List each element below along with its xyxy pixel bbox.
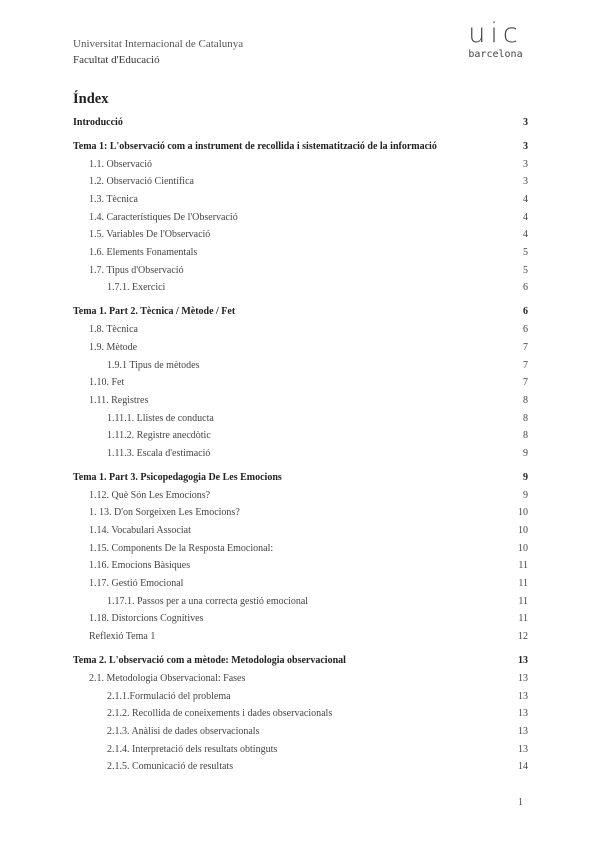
toc-entry[interactable]	[73, 723, 528, 741]
toc-entry-page: 11	[518, 595, 528, 607]
toc-entry[interactable]	[73, 209, 528, 227]
toc-entry[interactable]	[73, 705, 528, 723]
toc-entry[interactable]	[73, 173, 528, 191]
toc-entry[interactable]	[73, 688, 528, 706]
toc-entry-page: 12	[518, 631, 528, 643]
toc-entry[interactable]	[73, 741, 528, 759]
toc-entry[interactable]	[73, 374, 528, 392]
toc-entry[interactable]	[73, 575, 528, 593]
toc-entry-page: 11	[518, 613, 528, 625]
toc-entry-label: 1.8. Tècnica	[89, 324, 138, 336]
toc-entry-label: 1.3. Tècnica	[89, 194, 138, 206]
toc-entry-page: 13	[518, 690, 528, 702]
table-of-contents	[73, 114, 528, 776]
toc-entry-page: 13	[518, 672, 528, 684]
toc-entry[interactable]	[73, 156, 528, 174]
toc-entry-label: 1.17.1. Passos per a una correcta gestió emocional	[107, 595, 309, 607]
toc-entry-page: 4	[523, 194, 528, 206]
toc-entry-label: 1.18. Distorcions Cognitives	[89, 613, 204, 625]
toc-entry-page: 8	[523, 394, 528, 406]
faculty-name: Facultat d'Educació	[73, 54, 160, 66]
logo-city: barcelona	[468, 49, 523, 60]
toc-entry-label: Tema 1. Part 2. Tècnica / Mètode / Fet	[73, 306, 236, 318]
toc-entry-page: 13	[518, 743, 528, 755]
toc-entry[interactable]	[73, 445, 528, 463]
toc-entry[interactable]	[73, 504, 528, 522]
toc-entry[interactable]	[73, 557, 528, 575]
toc-entry-label: 1.10. Fet	[89, 377, 125, 389]
toc-entry[interactable]	[73, 593, 528, 611]
toc-entry-page: 11	[518, 578, 528, 590]
uic-logo	[458, 18, 533, 64]
toc-entry[interactable]	[73, 339, 528, 357]
toc-entry-page: 8	[523, 430, 528, 442]
toc-entry-page: 13	[518, 655, 528, 667]
toc-entry[interactable]	[73, 522, 528, 540]
toc-entry-page: 4	[523, 229, 528, 241]
toc-entry-page: 10	[518, 507, 528, 519]
toc-entry[interactable]	[73, 427, 528, 445]
toc-entry-label: 1.11.3. Escala d'estimació	[107, 447, 211, 459]
toc-entry[interactable]	[73, 321, 528, 339]
toc-entry-page: 3	[523, 117, 528, 128]
toc-entry-label: 1.5. Variables De l'Observació	[89, 229, 211, 241]
toc-entry[interactable]	[73, 628, 528, 646]
toc-entry-page: 7	[523, 377, 528, 389]
toc-entry-label: 1.6. Elements Fonamentals	[89, 247, 198, 259]
index-title: Índex	[73, 91, 109, 107]
toc-entry-page: 10	[518, 525, 528, 537]
toc-entry[interactable]	[73, 303, 528, 321]
toc-entry-page: 4	[523, 211, 528, 223]
toc-entry[interactable]	[73, 226, 528, 244]
toc-entry-label: 1.14. Vocabulari Associat	[89, 525, 191, 537]
toc-entry-page: 3	[523, 176, 528, 188]
toc-entry-label: Tema 1: L'observació com a instrument de recollida i sistematització de la informació	[73, 140, 437, 152]
toc-entry-page: 7	[523, 341, 528, 353]
logo-mark: uic	[468, 18, 523, 49]
toc-entry-label: Tema 1. Part 3. Psicopedagogia De Les Emocions	[73, 471, 282, 483]
toc-entry-page: 6	[523, 306, 528, 318]
toc-entry[interactable]	[73, 540, 528, 558]
toc-entry-page: 3	[523, 140, 528, 152]
toc-entry-page: 8	[523, 412, 528, 424]
toc-entry-label: 2.1.1.Formulació del problema	[107, 690, 231, 702]
toc-entry-label: 2.1.4. Interpretació dels resultats obtinguts	[107, 743, 278, 755]
toc-entry-label: 2.1. Metodologia Observacional: Fases	[89, 672, 246, 684]
toc-entry-page: 14	[518, 761, 528, 773]
toc-entry-label: 1.7. Tipus d'Observació	[89, 264, 184, 276]
toc-entry-page: 6	[523, 282, 528, 294]
toc-entry[interactable]	[73, 279, 528, 297]
toc-entry-label: 2.1.2. Recollida de coneixements i dades observacionals	[107, 708, 333, 720]
toc-entry[interactable]	[73, 670, 528, 688]
toc-entry[interactable]	[73, 758, 528, 776]
toc-entry[interactable]	[73, 191, 528, 209]
university-name: Universitat Internacional de Catalunya	[73, 38, 244, 50]
toc-entry-page: 9	[523, 489, 528, 501]
toc-entry-label: Introducció	[73, 117, 123, 128]
toc-entry-label: 1.16. Emocions Bàsiques	[89, 560, 191, 572]
toc-entry-page: 3	[523, 158, 528, 170]
toc-entry-label: 1.11.1. Llistes de conducta	[107, 412, 214, 424]
toc-entry-label: 1.4. Característiques De l'Observació	[89, 211, 238, 223]
toc-entry[interactable]	[73, 114, 528, 132]
toc-entry[interactable]	[73, 262, 528, 280]
toc-entry-label: Reflexió Tema 1	[89, 631, 156, 643]
toc-entry[interactable]	[73, 357, 528, 375]
toc-entry-label: 1.2. Observació Científica	[89, 176, 194, 188]
toc-entry-page: 6	[523, 324, 528, 336]
toc-entry-label: 2.1.5. Comunicació de resultats	[107, 761, 234, 773]
toc-entry-page: 5	[523, 264, 528, 276]
toc-entry[interactable]	[73, 487, 528, 505]
toc-entry-label: 1.1. Observació	[89, 158, 153, 170]
toc-entry-label: 2.1.3. Anàlisi de dades observacionals	[107, 725, 260, 737]
toc-entry-label: 1. 13. D'on Sorgeixen Les Emocions?	[89, 507, 240, 519]
toc-entry[interactable]	[73, 652, 528, 670]
toc-entry-page: 10	[518, 542, 528, 554]
toc-entry-label: 1.11. Registres	[89, 394, 149, 406]
toc-entry-page: 9	[523, 447, 528, 459]
toc-entry-label: 1.15. Components De la Resposta Emocional:	[89, 542, 274, 554]
toc-entry[interactable]	[73, 138, 528, 156]
toc-entry-page: 5	[523, 247, 528, 259]
toc-entry[interactable]	[73, 610, 528, 628]
toc-entry-page: 13	[518, 708, 528, 720]
toc-entry[interactable]	[73, 469, 528, 487]
toc-entry-label: 1.12. Què Són Les Emocions?	[89, 489, 211, 501]
toc-entry-label: 1.17. Gestió Emocional	[89, 578, 184, 590]
toc-entry-label: 1.9.1 Tipus de mètodes	[107, 359, 200, 371]
toc-entry[interactable]	[73, 244, 528, 262]
toc-entry-page: 11	[518, 560, 528, 572]
toc-entry[interactable]	[73, 410, 528, 428]
toc-entry-page: 13	[518, 725, 528, 737]
toc-entry-page: 9	[523, 471, 528, 483]
page-number: 1	[518, 797, 523, 808]
toc-entry-label: Tema 2. L'observació com a mètode: Metodologia observacional	[73, 655, 346, 667]
toc-entry[interactable]	[73, 392, 528, 410]
toc-entry-label: 1.11.2. Registre anecdòtic	[107, 430, 211, 442]
toc-entry-label: 1.7.1. Exercici	[107, 282, 166, 294]
toc-entry-label: 1.9. Mètode	[89, 341, 138, 353]
toc-entry-page: 7	[523, 359, 528, 371]
